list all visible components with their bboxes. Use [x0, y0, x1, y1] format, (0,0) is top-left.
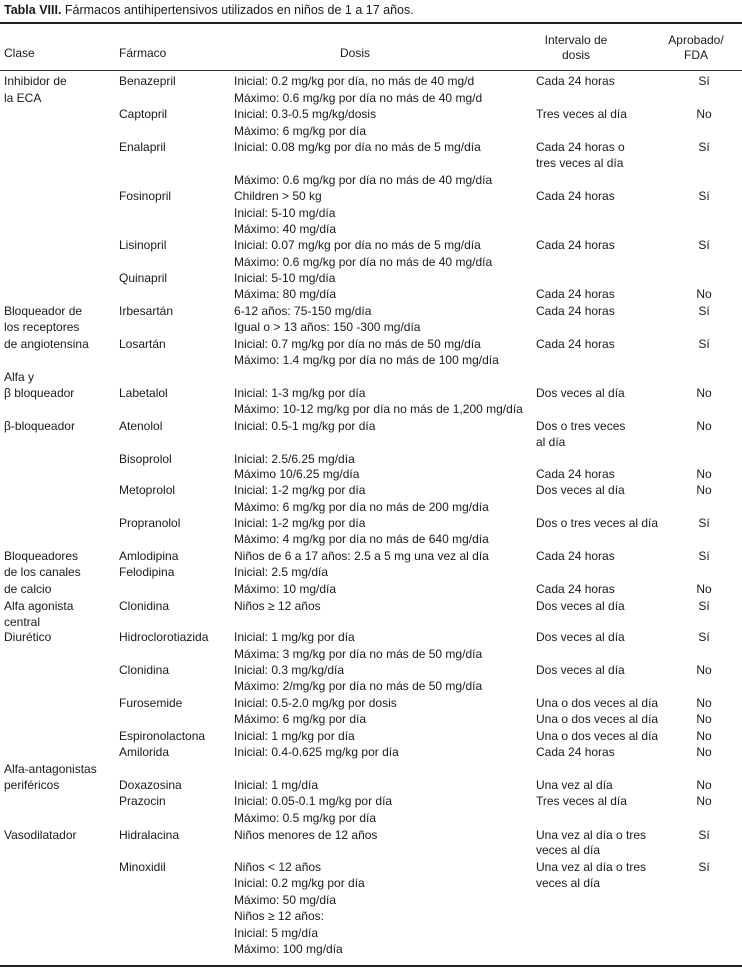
cell-clase: de los canales — [4, 565, 81, 579]
cell-intervalo: Cada 24 horas o — [536, 140, 625, 154]
cell-dosis: Inicial: 1-3 mg/kg por día — [234, 386, 366, 400]
cell-dosis: Máximo: 50 mg/día — [234, 893, 337, 907]
cell-clase: de calcio — [4, 582, 52, 596]
cell-intervalo: Cada 24 horas — [536, 74, 615, 88]
cell-dosis: Inicial: 0.5-2.0 mg/kg por dosis — [234, 696, 397, 710]
cell-farmaco: Quinapril — [119, 271, 168, 285]
cell-fda: Sí — [698, 337, 710, 351]
cell-dosis: Inicial: 0.2 mg/kg por día — [234, 876, 365, 890]
cell-dosis: Niños de 6 a 17 años: 2.5 a 5 mg una vez al día — [234, 549, 489, 563]
cell-dosis: Inicial: 5 mg/día — [234, 926, 319, 940]
cell-farmaco: Minoxidil — [119, 860, 166, 874]
cell-farmaco: Propranolol — [119, 516, 181, 530]
cell-dosis: Niños ≥ 12 años — [234, 599, 321, 613]
cell-fda: No — [696, 745, 712, 759]
cell-fda: Sí — [698, 304, 710, 318]
header-intervalo-line1: Intervalo de — [544, 33, 608, 47]
cell-clase: Bloqueadores — [4, 549, 79, 563]
cell-intervalo: Una vez al día — [536, 778, 613, 792]
cell-farmaco: Fosinopril — [119, 189, 172, 203]
cell-dosis: Máximo: 6 mg/kg por día — [234, 712, 367, 726]
cell-clase: la ECA — [4, 91, 42, 105]
cell-farmaco: Espironolactona — [119, 729, 206, 743]
cell-farmaco: Hidroclorotiazida — [119, 630, 209, 644]
cell-clase: Inhibidor de — [4, 74, 67, 88]
cell-clase: Diurético — [4, 630, 52, 644]
caption-text: Fármacos antihipertensivos utilizados en niños de 1 a 17 años. — [61, 3, 414, 17]
header-fda-line1: Aprobado/ — [668, 33, 724, 47]
cell-dosis: Máximo: 0.5 mg/kg por día — [234, 811, 377, 825]
cell-fda: No — [696, 794, 712, 808]
cell-dosis: Inicial: 0.5-1 mg/kg por día — [234, 419, 376, 433]
cell-dosis: Máximo: 6 mg/kg por día no más de 200 mg/día — [234, 500, 489, 514]
cell-dosis: Máximo: 0.6 mg/kg por día no más de 40 mg/día — [234, 173, 493, 187]
cell-dosis: Inicial: 0.07 mg/kg por día no más de 5 mg/día — [234, 238, 481, 252]
header-fda-line2: FDA — [684, 48, 708, 62]
cell-dosis: Máximo: 2/mg/kg por día no más de 50 mg/día — [234, 679, 483, 693]
cell-intervalo: Dos o tres veces al día — [536, 516, 659, 530]
cell-farmaco: Felodipina — [119, 565, 175, 579]
header-clase: Clase — [4, 46, 35, 60]
cell-farmaco: Enalapril — [119, 140, 166, 154]
cell-fda: No — [696, 107, 712, 121]
cell-farmaco: Irbesartán — [119, 304, 174, 318]
cell-farmaco: Doxazosina — [119, 778, 182, 792]
cell-dosis: Inicial: 0.05-0.1 mg/kg por día — [234, 794, 393, 808]
cell-farmaco: Metoprolol — [119, 483, 176, 497]
cell-dosis: Inicial: 0.7 mg/kg por día no más de 50 mg/día — [234, 337, 481, 351]
cell-fda: Sí — [698, 630, 710, 644]
cell-fda: Sí — [698, 599, 710, 613]
cell-farmaco: Clonidina — [119, 663, 170, 677]
cell-dosis: Niños < 12 años — [234, 860, 322, 874]
cell-clase: β-bloqueador — [4, 419, 75, 433]
cell-farmaco: Lisinopril — [119, 238, 167, 252]
cell-farmaco: Furosemide — [119, 696, 183, 710]
cell-clase: β bloqueador — [4, 386, 75, 400]
cell-fda: No — [696, 386, 712, 400]
cell-farmaco: Benazepril — [119, 74, 176, 88]
cell-intervalo: Una o dos veces al día — [536, 696, 659, 710]
cell-fda: No — [696, 729, 712, 743]
cell-dosis: Máximo 10/6.25 mg/día — [234, 467, 360, 481]
cell-intervalo: Tres veces al día — [536, 107, 627, 121]
cell-intervalo: Cada 24 horas — [536, 287, 615, 301]
cell-dosis: Inicial: 1-2 mg/kg por día — [234, 516, 366, 530]
cell-clase: central — [4, 615, 41, 629]
cell-fda: Sí — [698, 549, 710, 563]
cell-dosis: Inicial: 5-10 mg/día — [234, 206, 336, 220]
cell-intervalo: Dos o tres veces — [536, 419, 626, 433]
cell-intervalo: Cada 24 horas — [536, 304, 615, 318]
cell-intervalo: Una vez al día o tres — [536, 860, 647, 874]
cell-intervalo: Cada 24 horas — [536, 238, 615, 252]
cell-fda: No — [696, 483, 712, 497]
caption-label: Tabla VIII. — [4, 3, 62, 17]
cell-dosis: Inicial: 1 mg/kg por día — [234, 729, 355, 743]
cell-dosis: Máxima: 3 mg/kg por día no más de 50 mg/día — [234, 647, 483, 661]
cell-fda: Sí — [698, 860, 710, 874]
cell-farmaco: Bisoprolol — [119, 452, 172, 466]
cell-dosis: Inicial: 5-10 mg/día — [234, 271, 336, 285]
cell-fda: Sí — [698, 238, 710, 252]
cell-farmaco: Labetalol — [119, 386, 168, 400]
cell-dosis: Inicial: 0.4-0.625 mg/kg por día — [234, 745, 399, 759]
cell-farmaco: Captopril — [119, 107, 168, 121]
cell-dosis: Máximo: 4 mg/kg por día no más de 640 mg/día — [234, 532, 489, 546]
cell-intervalo: Una vez al día o tres — [536, 828, 647, 842]
cell-fda: No — [696, 696, 712, 710]
cell-intervalo: al día — [536, 435, 566, 449]
cell-dosis: Inicial: 2.5 mg/día — [234, 565, 329, 579]
cell-intervalo: Dos veces al día — [536, 386, 625, 400]
cell-dosis: Máximo: 100 mg/día — [234, 942, 343, 956]
cell-dosis: Máximo: 6 mg/kg por día — [234, 124, 367, 138]
cell-fda: No — [696, 287, 712, 301]
cell-fda: Sí — [698, 828, 710, 842]
cell-farmaco: Amlodipina — [119, 549, 179, 563]
cell-intervalo: veces al día — [536, 876, 601, 890]
cell-dosis: Inicial: 2.5/6.25 mg/día — [234, 452, 355, 466]
cell-fda: Sí — [698, 140, 710, 154]
cell-intervalo: Dos veces al día — [536, 630, 625, 644]
cell-intervalo: Tres veces al día — [536, 794, 627, 808]
cell-dosis: Niños menores de 12 años — [234, 828, 378, 842]
cell-dosis: Máximo: 0.6 mg/kg por día no más de 40 mg/d — [234, 91, 483, 105]
cell-fda: No — [696, 663, 712, 677]
cell-intervalo: Dos veces al día — [536, 663, 625, 677]
cell-fda: No — [696, 582, 712, 596]
cell-clase: de angiotensina — [4, 337, 89, 351]
cell-farmaco: Clonidina — [119, 599, 170, 613]
cell-farmaco: Atenolol — [119, 419, 163, 433]
cell-clase: periféricos — [4, 778, 60, 792]
cell-dosis: Inicial: 1 mg/día — [234, 778, 319, 792]
header-intervalo-line2: dosis — [561, 48, 590, 62]
cell-dosis: Inicial: 0.08 mg/kg por día no más de 5 mg/día — [234, 140, 481, 154]
cell-intervalo: Cada 24 horas — [536, 582, 615, 596]
cell-fda: Sí — [698, 516, 710, 530]
cell-dosis: 6-12 años: 75-150 mg/día — [234, 304, 372, 318]
cell-dosis: Inicial: 0.3 mg/kg/día — [234, 663, 345, 677]
cell-fda: Sí — [698, 74, 710, 88]
cell-clase: Alfa-antagonistas — [4, 762, 97, 776]
cell-intervalo: Dos veces al día — [536, 599, 625, 613]
cell-clase: Vasodilatador — [4, 828, 77, 842]
cell-dosis: Niños ≥ 12 años: — [234, 909, 324, 923]
cell-clase: los receptores — [4, 320, 80, 334]
cell-dosis: Inicial: 1-2 mg/kg por día — [234, 483, 366, 497]
cell-dosis: Children > 50 kg — [234, 189, 322, 203]
cell-dosis: Máximo: 1.4 mg/kg por día no más de 100 mg/día — [234, 353, 499, 367]
cell-intervalo: Cada 24 horas — [536, 745, 615, 759]
cell-intervalo: Cada 24 horas — [536, 189, 615, 203]
cell-dosis: Igual o > 13 años: 150 -300 mg/día — [234, 320, 421, 334]
cell-clase: Alfa agonista — [4, 599, 74, 613]
cell-fda: No — [696, 778, 712, 792]
cell-dosis: Máximo: 10-12 mg/kg por día no más de 1,200 mg/día — [234, 402, 523, 416]
cell-farmaco: Hidralacina — [119, 828, 180, 842]
cell-dosis: Máximo: 10 mg/día — [234, 582, 337, 596]
cell-intervalo: Una o dos veces al día — [536, 712, 659, 726]
cell-farmaco: Prazocin — [119, 794, 166, 808]
cell-dosis: Inicial: 1 mg/kg por día — [234, 630, 355, 644]
bottom-rule — [0, 965, 742, 967]
cell-fda: Sí — [698, 189, 710, 203]
cell-intervalo: veces al día — [536, 843, 601, 857]
cell-intervalo: Cada 24 horas — [536, 549, 615, 563]
cell-intervalo: Dos veces al día — [536, 483, 625, 497]
header-dosis: Dosis — [340, 46, 371, 60]
cell-intervalo: Cada 24 horas — [536, 467, 615, 481]
cell-clase: Alfa y — [4, 370, 35, 384]
cell-dosis: Máximo: 0.6 mg/kg por día no más de 40 mg/día — [234, 255, 493, 269]
header-farmaco: Fármaco — [119, 46, 167, 60]
cell-fda: No — [696, 467, 712, 481]
cell-fda: No — [696, 712, 712, 726]
cell-clase: Bloqueador de — [4, 304, 83, 318]
cell-dosis: Máximo: 40 mg/día — [234, 222, 337, 236]
cell-dosis: Inicial: 0.2 mg/kg por día, no más de 40 mg/d — [234, 74, 475, 88]
cell-dosis: Inicial: 0.3-0.5 mg/kg/dosis — [234, 107, 377, 121]
cell-farmaco: Amilorida — [119, 745, 170, 759]
cell-intervalo: tres veces al día — [536, 156, 624, 170]
cell-intervalo: Una o dos veces al día — [536, 729, 659, 743]
cell-fda: No — [696, 419, 712, 433]
cell-dosis: Máxima: 80 mg/día — [234, 287, 337, 301]
cell-farmaco: Losartán — [119, 337, 166, 351]
cell-intervalo: Cada 24 horas — [536, 337, 615, 351]
